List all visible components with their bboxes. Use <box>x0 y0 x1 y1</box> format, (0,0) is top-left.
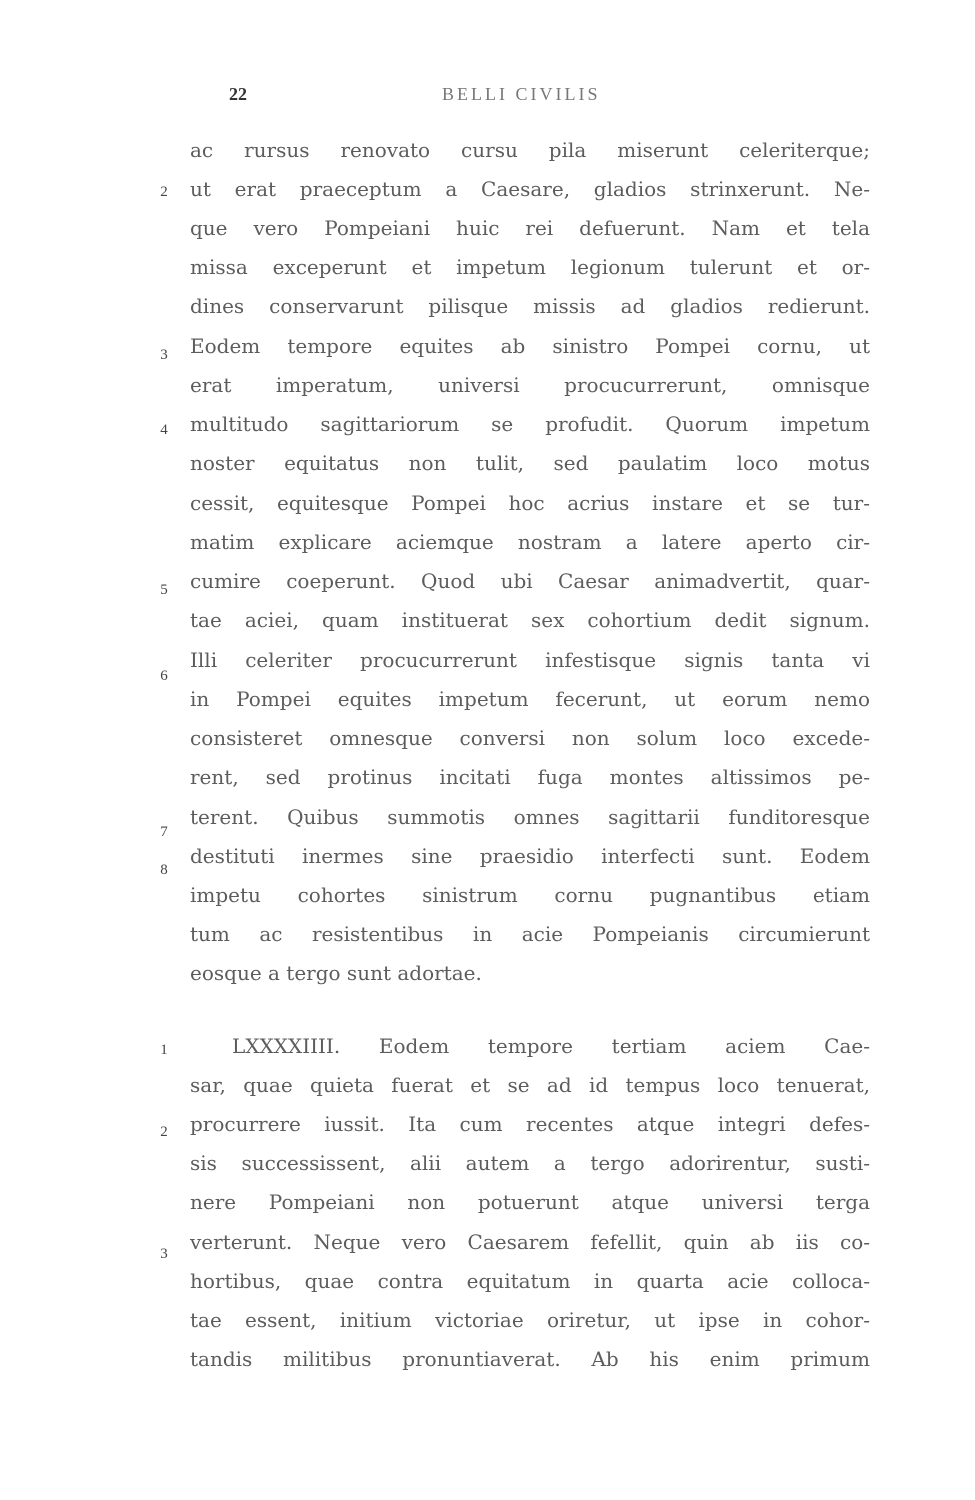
text-line: in Pompei equites impetum fecerunt, ut eorum nemo <box>190 687 870 711</box>
text-line: terent. Quibus summotis omnes sagittarii funditoresque <box>190 805 870 829</box>
margin-section-number: 4 <box>160 422 168 438</box>
text-line: que vero Pompeiani huic rei defuerunt. Nam et tela <box>190 216 870 240</box>
text-line: verterunt. Neque vero Caesarem fefellit, quin ab iis co- <box>190 1230 870 1254</box>
text-line: dines conservarunt pilisque missis ad gladios redierunt. <box>190 294 870 318</box>
margin-section-number: 2 <box>160 1124 168 1140</box>
running-head <box>0 80 975 110</box>
text-line: ac rursus renovato cursu pila miserunt celeriterque; <box>190 138 870 162</box>
text-line: sar, quae quieta fuerat et se ad id tempus loco tenuerat, <box>190 1073 870 1097</box>
text-line: Eodem tempore equites ab sinistro Pompei cornu, ut <box>190 334 870 358</box>
margin-section-number: 3 <box>160 347 168 363</box>
text-line: tandis militibus pronuntiaverat. Ab his enim primum <box>190 1347 870 1371</box>
margin-section-number: 7 <box>160 824 168 840</box>
text-line: impetu cohortes sinistrum cornu pugnantibus etiam <box>190 883 870 907</box>
text-line: Illi celeriter procucurrerunt infestisque signis tanta vi <box>190 648 870 672</box>
page-number: 22 <box>229 84 247 104</box>
margin-section-number: 1 <box>160 1042 168 1058</box>
text-line: tae essent, initium victoriae oriretur, ut ipse in cohor- <box>190 1308 870 1332</box>
text-line: consisteret omnesque conversi non solum loco excede- <box>190 726 870 750</box>
text-line: cumire coeperunt. Quod ubi Caesar animadvertit, quar- <box>190 569 870 593</box>
text-line: erat imperatum, universi procucurrerunt, omnisque <box>190 373 870 397</box>
margin-section-number: 2 <box>160 184 168 200</box>
margin-section-number: 8 <box>160 862 168 878</box>
text-line: nere Pompeiani non potuerunt atque universi terga <box>190 1190 870 1214</box>
text-line: hortibus, quae contra equitatum in quarta acie colloca- <box>190 1269 870 1293</box>
text-line: multitudo sagittariorum se profudit. Quorum impetum <box>190 412 870 436</box>
text-line: sis successissent, alii autem a tergo adorirentur, susti- <box>190 1151 870 1175</box>
text-line: matim explicare aciemque nostram a latere aperto cir- <box>190 530 870 554</box>
chapter-heading-line: LXXXXIIII. Eodem tempore tertiam aciem Cae- <box>232 1034 870 1058</box>
text-line: cessit, equitesque Pompei hoc acrius instare et se tur- <box>190 491 870 515</box>
text-line: missa exceperunt et impetum legionum tulerunt et or- <box>190 255 870 279</box>
text-line: ut erat praeceptum a Caesare, gladios strinxerunt. Ne- <box>190 177 870 201</box>
text-line: destituti inermes sine praesidio interfecti sunt. Eodem <box>190 844 870 868</box>
margin-section-number: 3 <box>160 1246 168 1262</box>
text-line: eosque a tergo sunt adortae. <box>190 961 482 985</box>
text-line: noster equitatus non tulit, sed paulatim loco motus <box>190 451 870 475</box>
margin-section-number: 6 <box>160 668 168 684</box>
text-line: tum ac resistentibus in acie Pompeianis circumierunt <box>190 922 870 946</box>
text-line: procurrere iussit. Ita cum recentes atque integri defes- <box>190 1112 870 1136</box>
text-line: rent, sed protinus incitati fuga montes altissimos pe- <box>190 765 870 789</box>
running-title: BELLI CIVILIS <box>442 84 601 104</box>
text-line: tae aciei, quam instituerat sex cohortium dedit signum. <box>190 608 870 632</box>
margin-section-number: 5 <box>160 582 168 598</box>
